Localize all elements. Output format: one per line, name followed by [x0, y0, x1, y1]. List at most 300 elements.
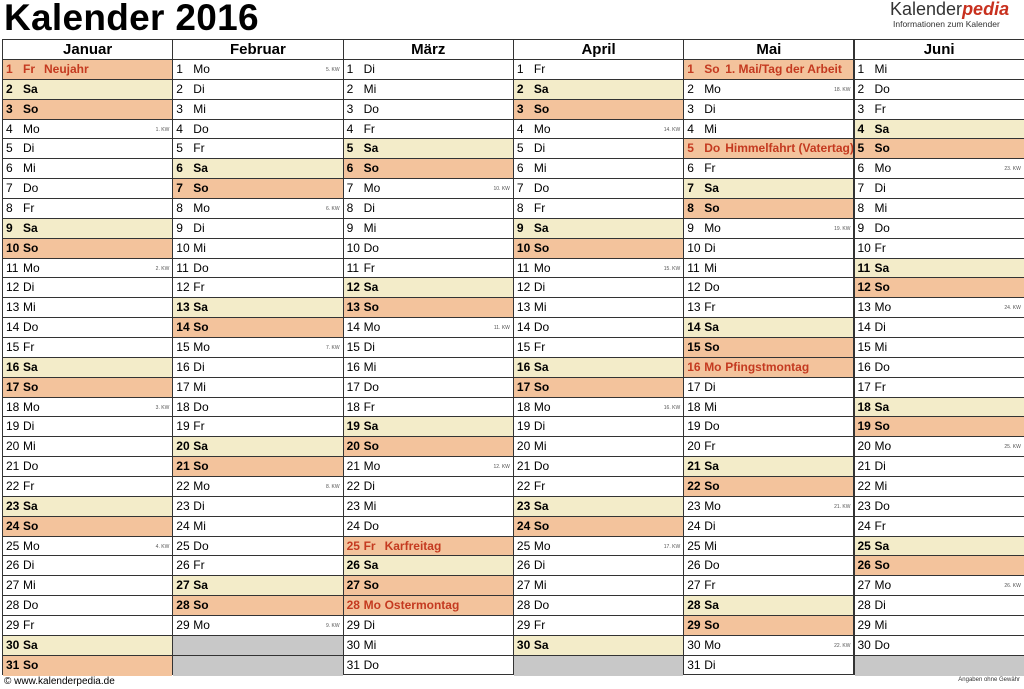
day-number: 28 — [516, 598, 531, 613]
day-number: 26 — [857, 558, 871, 573]
weekday: Sa — [193, 161, 208, 176]
day-number: 22 — [176, 479, 190, 494]
day-number: 12 — [6, 280, 20, 295]
week-number: 17. KW — [663, 543, 681, 550]
day-row — [344, 318, 513, 338]
day-number: 1 — [687, 62, 694, 76]
day-row — [173, 616, 342, 636]
weekday: Sa — [23, 220, 38, 235]
day-number: 18 — [6, 399, 20, 414]
weekday: Di — [874, 181, 886, 196]
weekday: Fr — [533, 62, 546, 76]
day-number: 29 — [6, 618, 20, 633]
day-row — [173, 80, 342, 100]
day-row — [684, 537, 853, 557]
day-row — [514, 497, 683, 517]
day-number: 14 — [346, 320, 360, 335]
day-number: 17 — [687, 379, 701, 394]
weekday: Sa — [704, 598, 719, 613]
day-number: 16 — [687, 359, 701, 374]
day-number: 29 — [687, 618, 701, 633]
day-row — [855, 199, 1024, 219]
day-row — [3, 616, 172, 636]
day-row — [344, 278, 513, 298]
day-number: 30 — [687, 637, 701, 652]
day-row — [514, 636, 683, 656]
day-number: 8 — [516, 201, 524, 216]
weekday: Sa — [704, 459, 719, 474]
day-row — [855, 556, 1024, 576]
day-row — [344, 517, 513, 537]
day-row — [855, 259, 1024, 279]
weekday: So — [704, 479, 720, 494]
weekday: Do — [704, 141, 721, 156]
day-number: 21 — [176, 459, 190, 474]
day-row — [514, 278, 683, 298]
day-number: 6 — [346, 161, 354, 176]
day-row — [684, 199, 853, 219]
weekday: Mo — [533, 399, 551, 414]
month-header: Februar — [173, 40, 342, 60]
weekday: Fr — [363, 399, 375, 414]
day-number: 25 — [346, 538, 360, 553]
weekday: Di — [704, 657, 716, 672]
weekday: Fr — [874, 240, 886, 255]
weekday: Mo — [193, 62, 210, 76]
weekday: Mo — [23, 260, 40, 275]
day-row — [3, 477, 172, 497]
month-header: Januar — [3, 40, 172, 60]
day-row — [514, 537, 683, 557]
day-row — [684, 378, 853, 398]
day-row — [3, 239, 172, 259]
day-row — [514, 120, 683, 140]
day-number: 17 — [346, 379, 360, 394]
day-row — [855, 537, 1024, 557]
day-number: 12 — [516, 280, 531, 295]
day-row — [855, 517, 1024, 537]
day-row — [514, 139, 683, 159]
day-number: 23 — [176, 498, 190, 513]
day-row — [684, 318, 853, 338]
month-column — [343, 39, 514, 675]
weekday: Sa — [363, 280, 379, 295]
weekday: Mi — [704, 399, 717, 414]
day-number: 24 — [687, 518, 701, 533]
weekday: Di — [704, 101, 716, 116]
day-row — [684, 417, 853, 437]
day-number: 19 — [687, 419, 701, 434]
day-row — [514, 398, 683, 418]
holiday-label: Karfreitag — [384, 538, 442, 553]
day-number: 17 — [6, 379, 20, 394]
day-row — [344, 179, 513, 199]
weekday: Mi — [874, 479, 888, 494]
weekday: Mi — [533, 578, 547, 593]
weekday: Fr — [704, 578, 716, 593]
day-row — [684, 239, 853, 259]
weekday: Fr — [704, 161, 716, 176]
month-column — [854, 39, 1024, 675]
day-row — [855, 378, 1024, 398]
weekday: Mi — [363, 498, 377, 513]
weekday: Do — [193, 538, 209, 553]
day-row — [173, 596, 342, 616]
day-number: 14 — [176, 320, 190, 335]
weekday: Sa — [533, 498, 549, 513]
weekday: Di — [704, 518, 716, 533]
day-number: 2 — [6, 81, 13, 96]
day-row — [514, 239, 683, 259]
weekday: Fr — [23, 479, 35, 494]
weekday: Do — [23, 459, 39, 474]
weekday: So — [533, 379, 550, 394]
weekday: Mo — [533, 121, 551, 136]
day-number: 6 — [176, 161, 183, 176]
day-row — [3, 656, 172, 676]
weekday: Di — [363, 201, 375, 216]
day-number: 20 — [6, 439, 20, 454]
week-number: 2. KW — [155, 265, 170, 272]
day-number: 5 — [6, 141, 13, 156]
day-row — [684, 179, 853, 199]
day-number: 11 — [6, 260, 19, 275]
day-number: 6 — [516, 161, 524, 176]
day-row — [684, 278, 853, 298]
day-row — [173, 60, 342, 80]
day-row — [514, 60, 683, 80]
brand-logo-accent: pedia — [962, 0, 1010, 19]
day-number: 19 — [516, 419, 531, 434]
day-row — [3, 60, 172, 80]
day-row — [684, 398, 853, 418]
day-number: 8 — [6, 201, 13, 216]
weekday: Mi — [23, 578, 36, 593]
day-number: 1 — [857, 62, 865, 76]
weekday: So — [363, 578, 379, 593]
day-number: 20 — [346, 439, 360, 454]
day-number: 19 — [346, 419, 360, 434]
day-row — [344, 636, 513, 656]
footer-note: Angaben ohne Gewähr — [958, 677, 1020, 683]
weekday: Mo — [704, 81, 721, 96]
weekday: Do — [23, 598, 39, 613]
day-number: 1 — [176, 62, 183, 76]
day-row — [855, 596, 1024, 616]
weekday: Fr — [23, 618, 35, 633]
day-row — [3, 556, 172, 576]
day-row — [684, 517, 853, 537]
day-number: 8 — [687, 201, 694, 216]
weekday: Mi — [363, 81, 377, 96]
weekday: Di — [704, 379, 716, 394]
day-row — [855, 120, 1024, 140]
day-number: 26 — [516, 558, 531, 573]
day-row — [344, 159, 513, 179]
day-row — [684, 636, 853, 656]
day-row — [344, 477, 513, 497]
day-row — [344, 398, 513, 418]
weekday: So — [533, 101, 550, 116]
week-number: 5. KW — [325, 67, 340, 73]
day-number: 29 — [176, 618, 190, 633]
day-number: 9 — [176, 220, 183, 235]
day-row — [173, 378, 342, 398]
day-number: 25 — [687, 538, 701, 553]
weekday: Di — [23, 419, 35, 434]
weekday: Di — [23, 141, 35, 156]
day-row — [344, 100, 513, 120]
day-row — [855, 457, 1024, 477]
day-row — [344, 457, 513, 477]
weekday: So — [193, 598, 209, 613]
day-number: 14 — [687, 320, 701, 335]
weekday: So — [23, 657, 39, 672]
day-row — [684, 139, 853, 159]
day-number: 14 — [6, 320, 20, 335]
day-number: 6 — [6, 161, 13, 176]
day-row — [514, 477, 683, 497]
weekday: Mo — [874, 578, 892, 593]
day-row — [173, 556, 342, 576]
day-row — [684, 120, 853, 140]
day-row — [344, 537, 513, 557]
weekday: So — [533, 518, 550, 533]
weekday: Mo — [533, 538, 551, 553]
weekday: Di — [363, 618, 375, 633]
day-number: 18 — [176, 399, 190, 414]
weekday: Fr — [533, 618, 546, 633]
weekday: Do — [704, 558, 720, 573]
day-number: 18 — [346, 399, 360, 414]
weekday: Mo — [193, 618, 210, 633]
weekday: Mi — [874, 340, 888, 355]
day-row — [3, 517, 172, 537]
day-number: 8 — [176, 201, 183, 216]
day-row — [514, 378, 683, 398]
weekday: Mo — [363, 320, 381, 335]
weekday: Di — [533, 558, 546, 573]
day-number: 15 — [6, 340, 20, 355]
day-number: 27 — [346, 578, 360, 593]
weekday: Do — [533, 181, 550, 196]
weekday: So — [704, 201, 720, 216]
day-row — [173, 537, 342, 557]
day-number: 10 — [857, 240, 871, 255]
day-row — [344, 259, 513, 279]
day-number: 24 — [176, 518, 190, 533]
weekday: Di — [533, 141, 546, 156]
day-number: 20 — [176, 439, 190, 454]
weekday: Fr — [874, 518, 886, 533]
day-row — [3, 100, 172, 120]
weekday: Mi — [363, 637, 377, 652]
weekday: Di — [874, 320, 886, 335]
day-number: 27 — [176, 578, 190, 593]
month-column — [683, 39, 854, 675]
day-row — [173, 338, 342, 358]
weekday: Do — [533, 598, 550, 613]
day-number: 27 — [857, 578, 871, 593]
day-number: 22 — [346, 479, 360, 494]
day-row — [514, 417, 683, 437]
day-row — [684, 437, 853, 457]
brand-logo-text: Kalender — [890, 0, 963, 19]
day-row — [173, 278, 342, 298]
day-number: 16 — [516, 359, 531, 374]
day-row — [3, 457, 172, 477]
day-row — [3, 219, 172, 239]
day-number: 22 — [857, 479, 871, 494]
day-row — [514, 259, 683, 279]
day-row — [855, 437, 1024, 457]
day-row — [3, 378, 172, 398]
month-header: April — [514, 40, 683, 60]
weekday: Sa — [193, 300, 208, 315]
day-row — [684, 219, 853, 239]
day-row — [344, 120, 513, 140]
weekday: Sa — [23, 637, 38, 652]
day-row — [3, 497, 172, 517]
month-column — [513, 39, 684, 675]
week-number: 11. KW — [493, 325, 510, 332]
day-row — [344, 497, 513, 517]
day-row — [684, 338, 853, 358]
day-number: 15 — [346, 340, 360, 355]
day-row — [344, 616, 513, 636]
weekday: Fr — [363, 260, 375, 275]
day-row — [173, 100, 342, 120]
day-number: 6 — [687, 161, 694, 176]
day-number: 15 — [687, 340, 701, 355]
day-number: 9 — [346, 220, 354, 235]
day-row — [514, 517, 683, 537]
month-header: Juni — [855, 40, 1024, 60]
weekday: So — [23, 240, 39, 255]
day-row — [3, 398, 172, 418]
weekday: Sa — [533, 81, 549, 96]
week-number: 12. KW — [493, 464, 510, 471]
weekday: Mo — [363, 459, 381, 474]
day-row — [684, 80, 853, 100]
day-row — [3, 278, 172, 298]
day-number: 28 — [857, 598, 871, 613]
weekday: Mo — [363, 181, 381, 196]
day-row — [3, 537, 172, 557]
weekday: Sa — [874, 538, 890, 553]
day-number: 14 — [857, 320, 871, 335]
weekday: Fr — [533, 340, 546, 355]
day-row — [173, 259, 342, 279]
day-number: 28 — [176, 598, 190, 613]
weekday: Di — [533, 419, 546, 434]
week-number: 25. KW — [1004, 444, 1021, 451]
day-number: 27 — [516, 578, 531, 593]
day-row — [3, 576, 172, 596]
day-number: 19 — [6, 419, 20, 434]
day-row — [514, 179, 683, 199]
day-number: 11 — [176, 260, 189, 275]
weekday: Sa — [193, 578, 208, 593]
day-row — [173, 199, 342, 219]
day-number: 17 — [857, 379, 871, 394]
day-row — [173, 358, 342, 378]
weekday: Fr — [704, 300, 716, 315]
day-number: 10 — [176, 240, 190, 255]
weekday: Mi — [363, 359, 377, 374]
weekday: Mo — [704, 220, 721, 235]
day-row — [855, 398, 1024, 418]
day-row — [3, 179, 172, 199]
day-number: 9 — [6, 220, 13, 235]
weekday: Mi — [193, 379, 206, 394]
holiday-label: Pfingstmontag — [725, 359, 810, 374]
day-number: 30 — [516, 637, 531, 652]
weekday: Mo — [23, 538, 40, 553]
day-row — [173, 239, 342, 259]
day-number: 25 — [6, 538, 20, 553]
day-row — [514, 219, 683, 239]
day-number: 22 — [516, 479, 531, 494]
weekday: Fr — [874, 379, 886, 394]
day-number: 10 — [6, 240, 20, 255]
weekday: So — [874, 141, 890, 156]
weekday: Mi — [874, 618, 888, 633]
day-number: 7 — [687, 181, 694, 196]
day-number: 23 — [857, 498, 871, 513]
day-number: 11 — [687, 260, 700, 275]
day-number: 25 — [857, 538, 871, 553]
day-number: 27 — [687, 578, 701, 593]
weekday: Do — [193, 121, 209, 136]
weekday: Sa — [363, 141, 379, 156]
weekday: Mi — [23, 300, 36, 315]
day-number: 23 — [6, 498, 20, 513]
weekday: Mi — [533, 300, 547, 315]
weekday: Fr — [193, 558, 205, 573]
weekday: So — [704, 618, 720, 633]
weekday: Fr — [533, 479, 546, 494]
day-number: 30 — [857, 637, 871, 652]
weekday: Do — [363, 101, 379, 116]
weekday: Sa — [23, 359, 38, 374]
day-row — [173, 437, 342, 457]
weekday: Do — [874, 81, 890, 96]
day-row — [3, 437, 172, 457]
day-row — [3, 298, 172, 318]
day-number: 21 — [516, 459, 531, 474]
day-row — [173, 398, 342, 418]
weekday: So — [363, 439, 379, 454]
weekday: So — [874, 419, 890, 434]
day-row — [514, 576, 683, 596]
weekday: Sa — [874, 260, 890, 275]
day-number: 12 — [857, 280, 871, 295]
weekday: Sa — [533, 359, 549, 374]
brand-logo — [890, 0, 1009, 19]
day-row — [344, 60, 513, 80]
day-number: 28 — [346, 598, 360, 613]
day-number: 10 — [516, 240, 531, 255]
day-row — [3, 80, 172, 100]
day-number: 31 — [346, 657, 360, 672]
day-row — [684, 477, 853, 497]
day-number: 16 — [346, 359, 360, 374]
weekday: Sa — [704, 320, 719, 335]
day-row — [3, 596, 172, 616]
weekday: Sa — [533, 637, 549, 652]
weekday: So — [23, 518, 39, 533]
